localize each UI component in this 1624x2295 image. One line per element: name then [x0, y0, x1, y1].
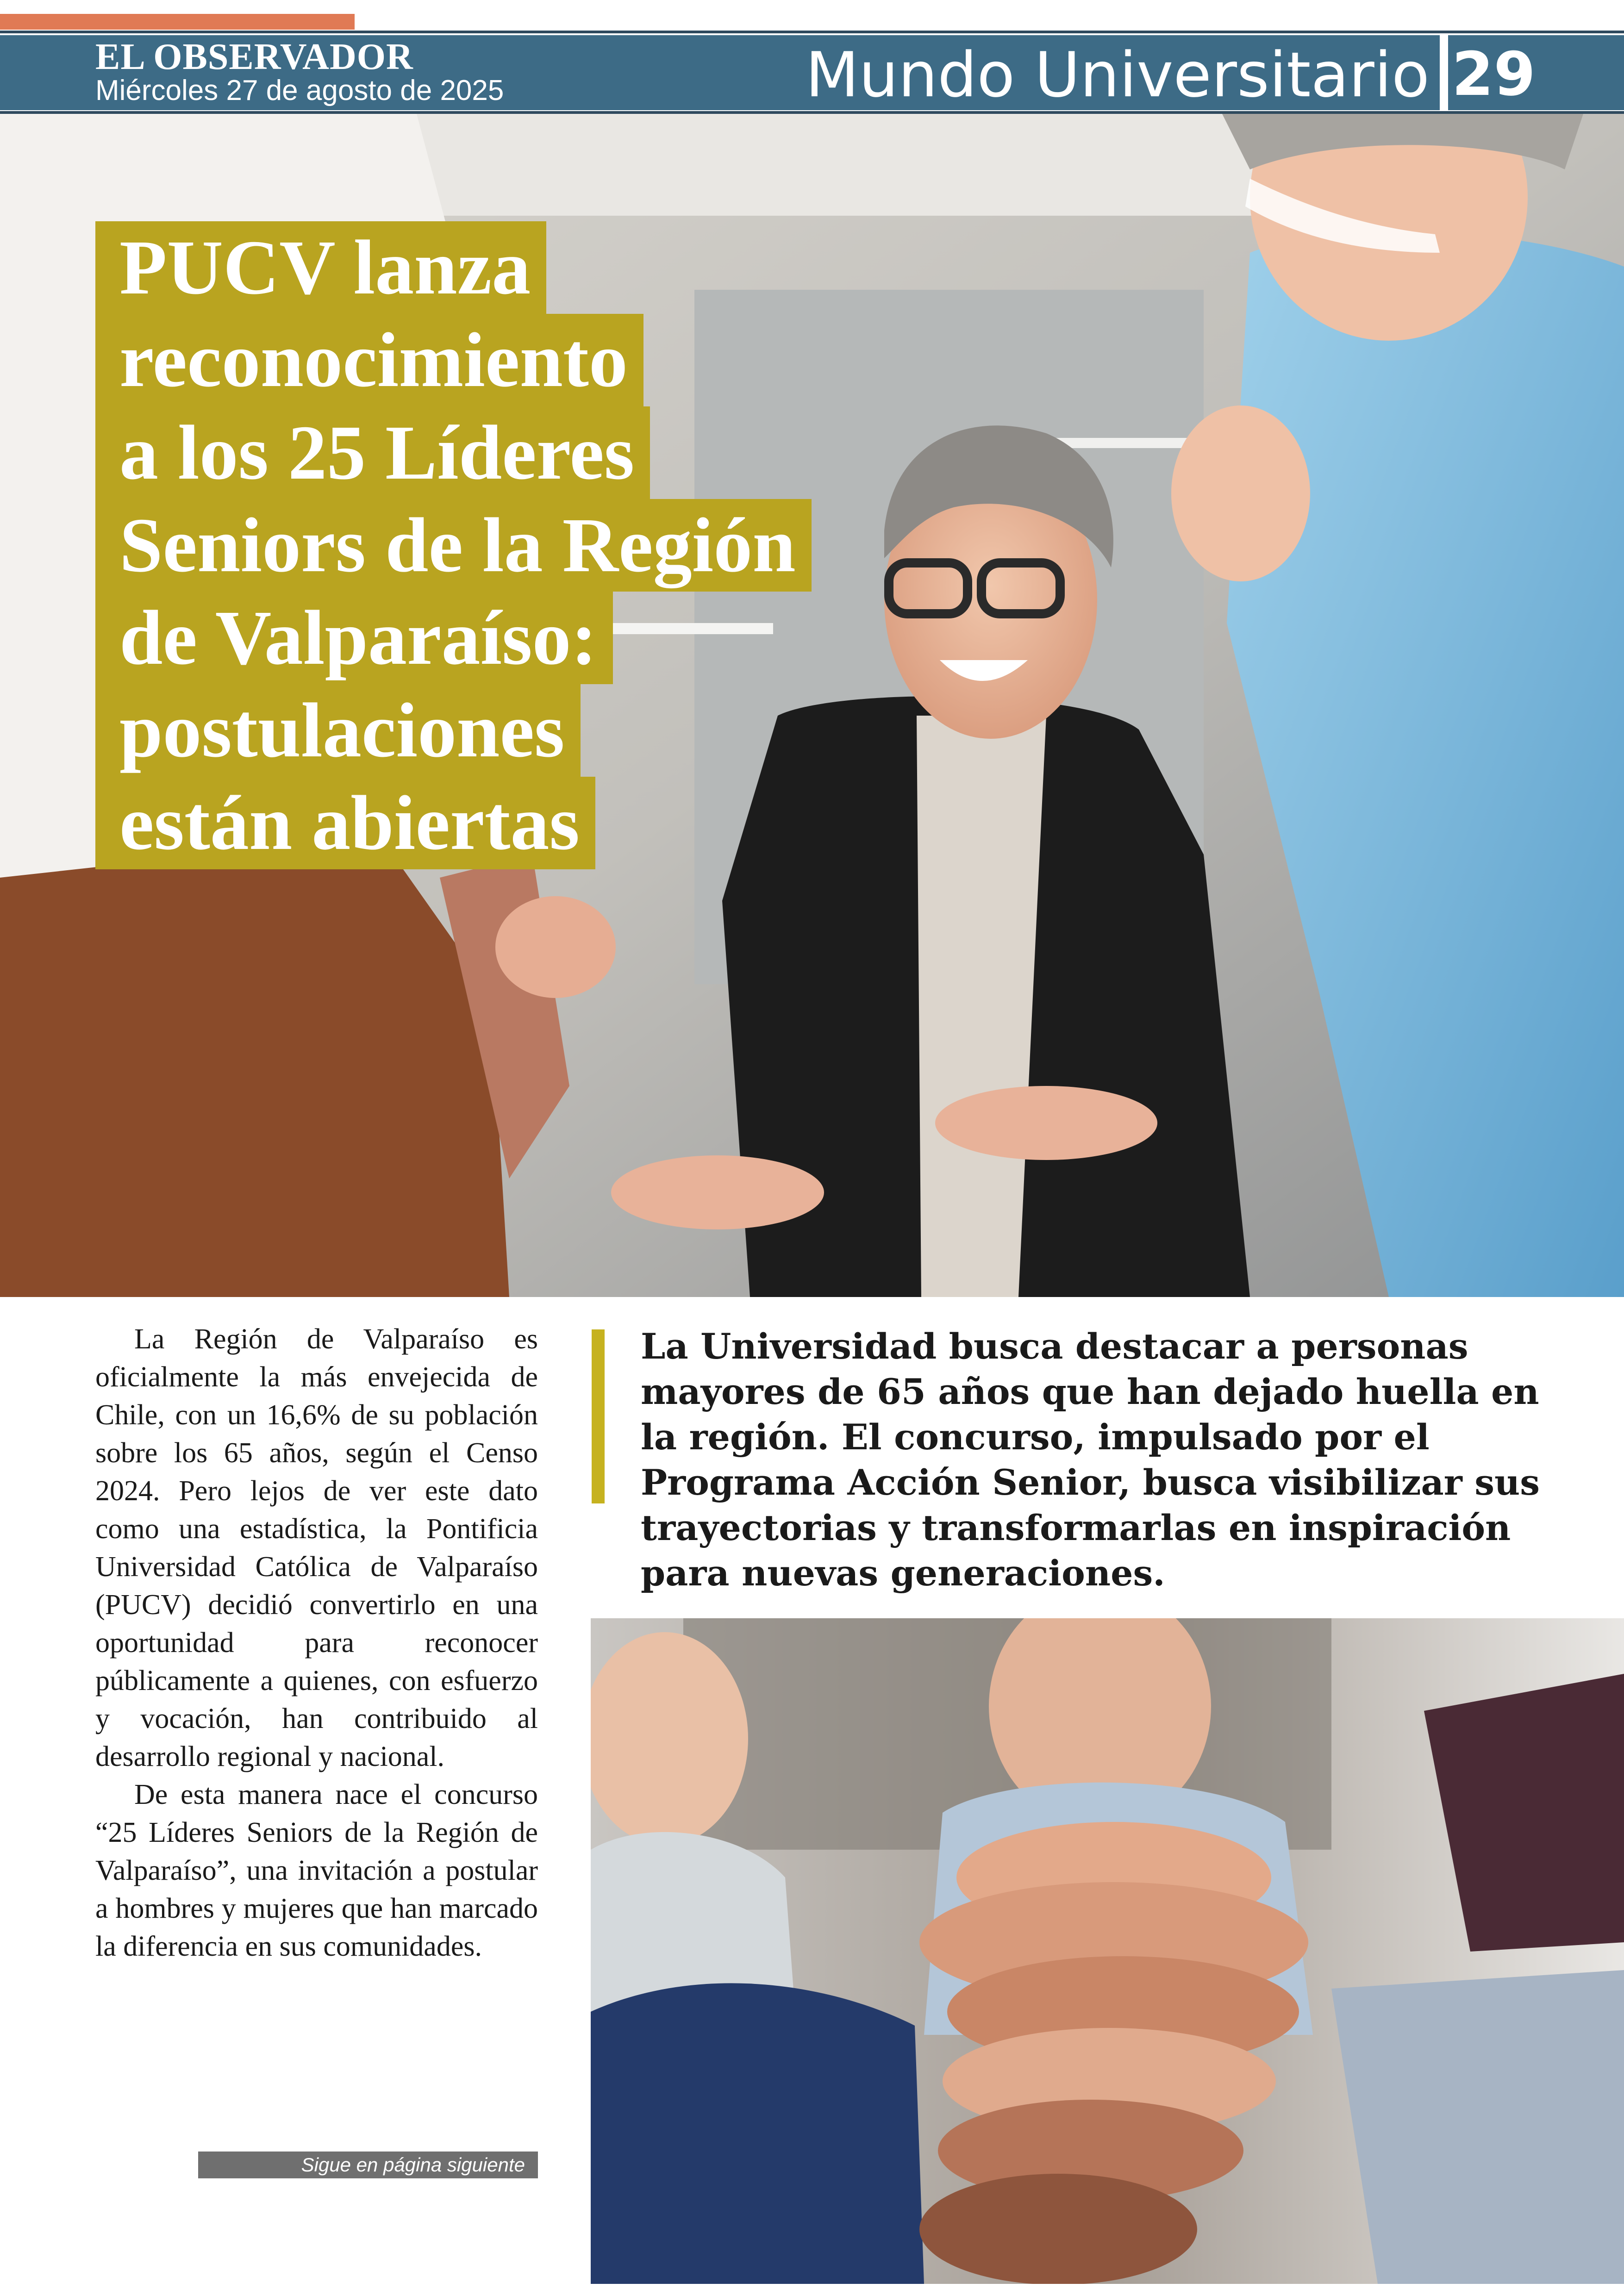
header-rule-top — [0, 31, 1624, 33]
body-paragraph: La Región de Valparaíso es oficialmente la más envejecida de Chile, con un 16,6% de su población sobre los 65 años, según el Censo 2024. Pero lejos de ver este dato como una estadística, la Pontificia Universidad Católica de Valparaíso (PUCV) decidió convertirlo en una oportunidad para reconocer públicamente a quienes, con esfuerzo y vocación, han contribuido al desarrollo regional y nacional. — [95, 1323, 538, 1772]
header-separator — [1440, 35, 1448, 111]
issue-date: Miércoles 27 de agosto de 2025 — [95, 75, 504, 106]
lead-paragraph: La Universidad busca destacar a personas mayores de 65 años que han dejado huella en la región. El concurso, impulsado por el Programa Acción Senior, busca visibilizar sus trayectorias y transformarlas en inspiración para nuevas generaciones. — [641, 1326, 1540, 1594]
headline-line: de Valparaíso: — [95, 592, 613, 684]
headline-line: están abiertas — [95, 777, 595, 869]
headline-line: a los 25 Líderes — [95, 406, 650, 499]
section-title: Mundo Universitario — [805, 39, 1430, 111]
body-paragraph: De esta manera nace el concurso “25 Líderes Seniors de la Región de Valparaíso”, una invitación a postular a hombres y mujeres que han marcado la diferencia en sus comunidades. — [95, 1779, 538, 1962]
page-number: 29 — [1452, 39, 1536, 109]
hands-photo — [591, 1618, 1624, 2284]
headline — [95, 221, 812, 869]
headline-line: Seniors de la Región — [95, 499, 812, 592]
continued-label: Sigue en página siguiente — [198, 2152, 538, 2178]
headline-line: reconocimiento — [95, 314, 643, 406]
headline-line: postulaciones — [95, 684, 581, 777]
article-body — [95, 1320, 538, 1965]
lead-accent-bar — [592, 1329, 605, 1503]
newspaper-name: EL OBSERVADOR — [95, 37, 413, 77]
top-accent-bar — [0, 14, 355, 30]
headline-line: PUCV lanza — [95, 221, 546, 314]
